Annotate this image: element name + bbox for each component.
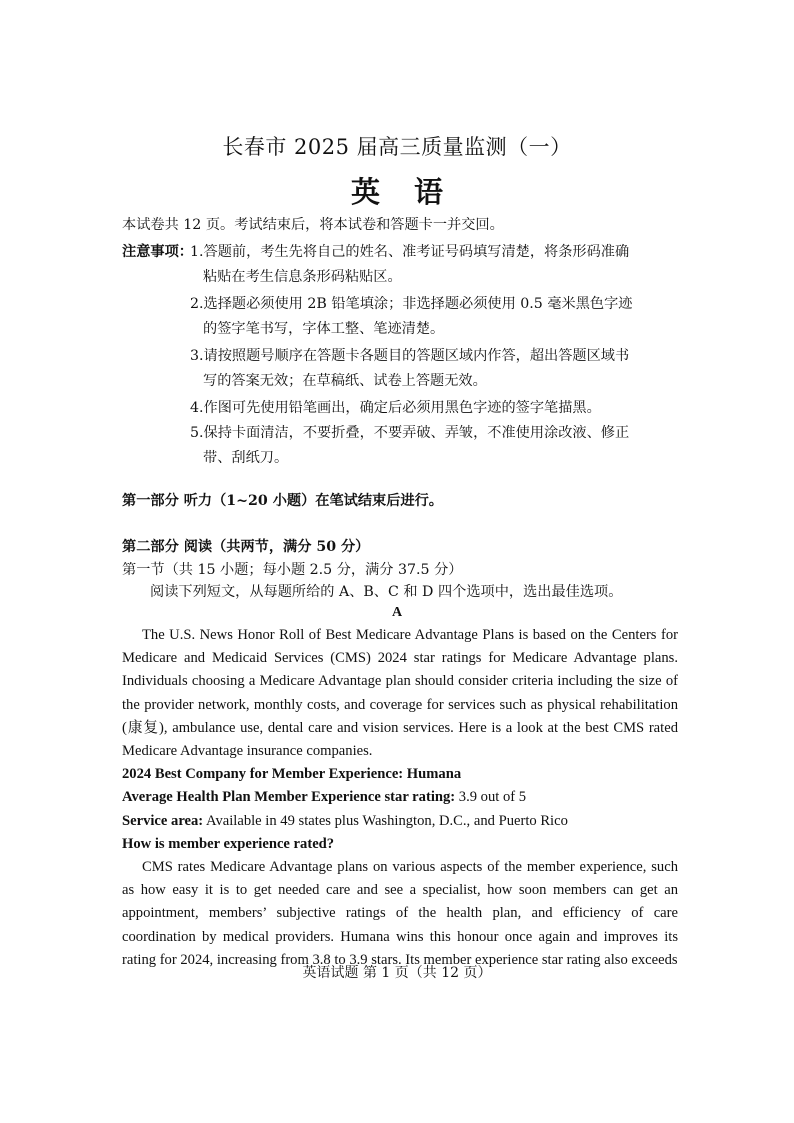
subject-title: 英语 [350, 175, 477, 209]
notice-item-1b: 粘贴在考生信息条形码粘贴区。 [203, 269, 402, 285]
notice-item-3a: 3.请按照题号顺序在答题卡各题目的答题区域内作答，超出答题区域书 [190, 348, 630, 364]
page-footer: 英语试题 第 1 页（共 12 页） [302, 965, 492, 981]
reading-instruction: 阅读下列短文，从每题所给的 A、B、C 和 D 四个选项中，选出最佳选项。 [150, 584, 623, 600]
area-value: Available in 49 states plus Washington, D.C., and Puerto Rico [203, 812, 568, 829]
notice-label: 注意事项： [122, 244, 193, 260]
passage-label: A [391, 605, 403, 620]
part1-heading: 第一部分 听力（1~20 小题）在笔试结束后进行。 [122, 493, 443, 509]
question-heading: How is member experience rated? [122, 835, 335, 852]
notice-item-2a: 2.选择题必须使用 2B 铅笔填涂；非选择题必须使用 0.5 毫米黑色字迹 [190, 296, 633, 312]
intro-line: 本试卷共 12 页。考试结束后，将本试卷和答题卡一并交回。 [122, 217, 504, 233]
notice-item-2b: 的签字笔书写，字体工整、笔迹清楚。 [203, 321, 445, 337]
best-company-line: 2024 Best Company for Member Experience: Humana [122, 766, 462, 783]
rating-line [122, 786, 678, 809]
notice-item-5b: 带、刮纸刀。 [203, 450, 289, 466]
notice-item-3b: 写的答案无效；在草稿纸、试卷上答题无效。 [203, 373, 487, 389]
exam-title: 长春市 2025 届高三质量监测（一） [222, 135, 572, 159]
passage-paragraph-2: CMS rates Medicare Advantage plans on various aspects of the member experience, such as how easy it is to get needed care and see a specialist, how soon members can get an appointment, members’ subjective ratings of the health plan, and efficiency of care coordination by medical providers. Humana wins this honour once again and improves its rating for 2024, increasing from 3.8 to 3.9 stars. Its member experience star rating also exceeds [122, 859, 678, 968]
area-line [122, 810, 678, 833]
part2-heading: 第二部分 阅读（共两节，满分 50 分） [122, 539, 370, 555]
area-label: Service area: [122, 812, 204, 829]
passage-paragraph-1: The U.S. News Honor Roll of Best Medicare Advantage Plans is based on the Centers for Medicare and Medicaid Services (CMS) 2024 star ratings for Medicare Advantage plans. Individuals choosing a Medicare Advantage plan should consider criteria including the size of the provider network, monthly costs, and coverage for services such as physical rehabilitation (康复), ambulance use, dental care and vision services. Here is a look at the best CMS rated Medicare Advantage insurance companies. [122, 627, 678, 760]
section1-heading: 第一节（共 15 小题；每小题 2.5 分，满分 37.5 分） [122, 562, 463, 578]
rating-label: Average Health Plan Member Experience star rating: [122, 789, 456, 806]
passage-body [122, 624, 678, 972]
rating-value: 3.9 out of 5 [455, 789, 527, 806]
notice-item-4: 4.作图可先使用铅笔画出，确定后必须用黑色字迹的签字笔描黑。 [190, 400, 601, 416]
notice-item-1a: 1.答题前，考生先将自己的姓名、准考证号码填写清楚，将条形码准确 [190, 244, 630, 260]
notice-item-5a: 5.保持卡面清洁，不要折叠，不要弄破、弄皱，不准使用涂改液、修正 [190, 425, 630, 441]
